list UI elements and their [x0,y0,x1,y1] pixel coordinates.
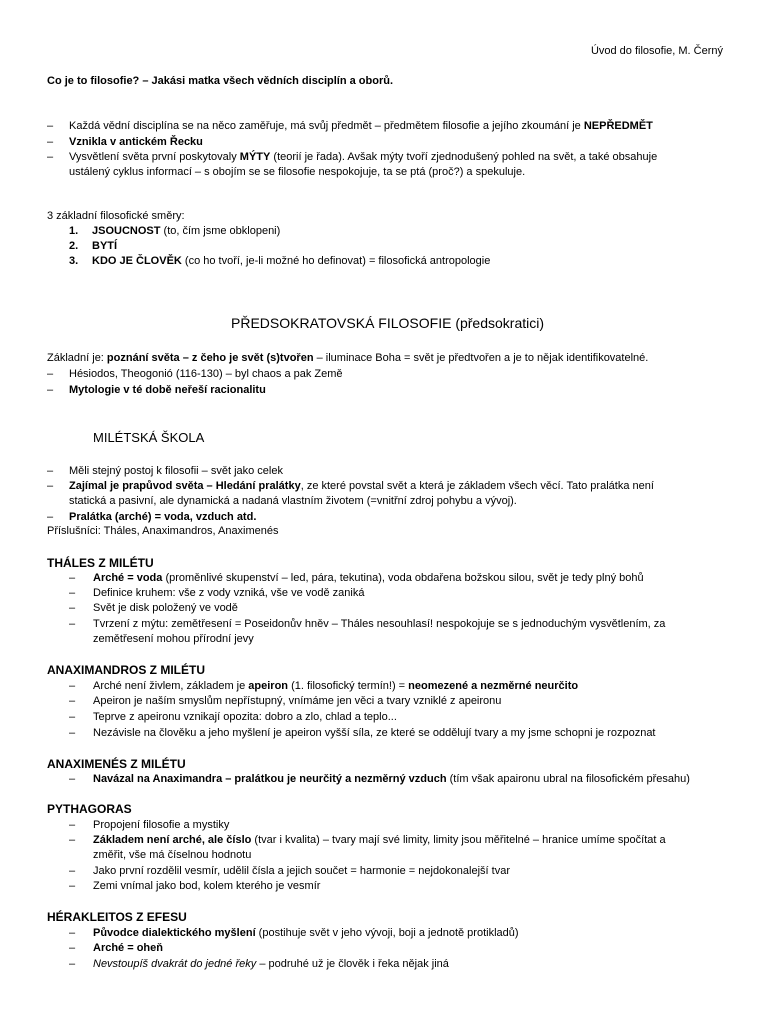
item-rest: (co ho tvoří, je-li možné ho definovat) = filosofická antropologie [181,255,491,267]
bullet-item: Tvrzení z mýtu: zemětřesení = Poseidonův hněv – Tháles nesouhlasí! nespokojuje se s jednoduchým vysvětlením, za [93,618,666,630]
bullet-item [93,772,690,787]
basis-pre: Základní je: [47,352,107,364]
bullet-dash: – [69,602,76,614]
intro-question: Co je to filosofie? [47,75,140,87]
bullet-text: – podruhé už je člověk i řeka nějak jiná [256,958,449,970]
bullet-text: (teorií je řada). Avšak mýty tvoří zjednodušený pohled na svět, a také obsahuje [270,151,658,163]
bullet-item [93,679,578,694]
section-title: PŘEDSOKRATOVSKÁ FILOSOFIE (předsokratici) [231,315,545,331]
item-number: 3. [69,255,79,267]
bullet-dash: – [47,465,54,477]
bullet-dash: – [69,865,76,877]
bullet-dash: – [69,942,76,954]
intro-line [47,74,393,89]
bullet-dash: – [69,711,76,723]
bullet-bold: Navázal na Anaximandra – pralátkou je neurčitý a nezměrný vzduch [93,773,447,785]
bullet-bold: MÝTY [239,151,271,163]
bullet-item [93,957,449,972]
bullet-dash: – [47,120,54,132]
bullet-dash: – [69,695,76,707]
bullet-bold: Arché = oheň [93,942,163,954]
bullet-text: (tvar i kvalita) – tvary mají své limity, limity jsou měřitelné – hranice umíme spočítat a [251,834,666,846]
bullet-item: Jako první rozdělil vesmír, udělil čísla a jejich součet = harmonie = nejdokonalejší tvar [93,865,510,877]
philosopher-heading: THÁLES Z MILÉTU [47,556,154,570]
bullet-item: Teprve z apeironu vznikají opozita: dobro a zlo, chlad a teplo... [93,711,397,723]
bullet-text: , ze které povstal svět a která je základem všech věcí. Tato pralátka není [300,480,654,492]
basis-post: – iluminace Boha = svět je předtvořen a je to nějak identifikovatelné. [313,352,649,364]
bullet-item: Měli stejný postoj k filosofii – svět jako celek [69,465,283,477]
bullet-text: Vysvětlení světa první poskytovaly [69,151,240,163]
bullet-dash: – [47,384,54,396]
bullet-bold: neomezené a nezměrné neurčito [408,680,579,692]
bullet-bold: Původce dialektického myšlení [93,927,256,939]
item-bold: JSOUCNOST [92,225,161,237]
item-rest: (to, čím jsme obklopeni) [160,225,281,237]
bullet-dash: – [47,368,54,380]
bullet-dash: – [69,958,76,970]
bullet-bold: Pralátka (arché) = voda, vzduch atd. [69,511,257,523]
philosopher-heading: PYTHAGORAS [47,802,132,816]
bullet-continuation: ustálený cyklus informací – s obojím se se filosofie nespokojuje, ta se ptá (proč?) a spekuluje. [69,166,526,178]
numbered-item [69,224,78,239]
bullet-text: (1. filosofický termín!) = [288,680,409,692]
directions-label: 3 základní filosofické směry: [47,210,185,222]
bullet-item [69,150,657,165]
bullet-dash: – [69,834,76,846]
numbered-item [69,254,78,269]
bullet-item: Apeiron je naším smyslům nepřístupný, vnímáme jen věci a tvary vzniklé z apeironu [93,695,502,707]
subsection-title: MILÉTSKÁ ŠKOLA [93,430,205,445]
bullet-item [69,383,266,398]
item-bold: BYTÍ [92,240,118,252]
item-number: 1. [69,225,79,237]
bullet-dash: – [47,151,54,163]
bullet-item: Propojení filosofie a mystiky [93,819,230,831]
bullet-item: Hésiodos, Theogonió (116-130) – byl chaos a pak Země [69,368,343,380]
basis-line [47,351,648,366]
bullet-item [69,135,203,150]
bullet-item [69,479,654,494]
bullet-bold: Vznikla v antickém Řecku [69,136,203,148]
philosopher-heading: HÉRAKLEITOS Z EFESU [47,910,187,924]
bullet-text: (tím však apaironu ubral na filosofickém přesahu) [446,773,690,785]
bullet-item: Nezávisle na člověku a jeho myšlení je apeiron vyšší síla, ze které se oddělují tvary a my jsme schopni je rozpoznat [93,727,656,739]
basis-bold: poznání světa – z čeho je svět (s)tvořen [106,352,314,364]
bullet-item [69,510,256,525]
intro-rest: – Jakási matka všech vědních disciplín a oborů. [139,75,393,87]
bullet-bold: NEPŘEDMĚT [583,120,653,132]
item-number: 2. [69,240,79,252]
bullet-dash: – [47,480,54,492]
bullet-bold: Základem není arché, ale číslo [93,834,252,846]
bullet-item [93,571,644,586]
bullet-dash: – [69,587,76,599]
bullet-bold: apeiron [248,680,289,692]
bullet-item [93,926,519,941]
bullet-item [69,119,653,134]
bullet-dash: – [69,773,76,785]
bullet-item [93,941,163,956]
bullet-continuation: statická a pasivní, ale dynamická a nadaná vlastním životem (=vnitřní zdroj pohybu a vývoj). [69,495,517,507]
numbered-item-text [92,224,280,239]
bullet-item [93,833,666,848]
bullet-dash: – [47,511,54,523]
bullet-item: Svět je disk položený ve vodě [93,602,238,614]
bullet-text: (postihuje svět v jeho vývoji, boji a jednotě protikladů) [255,927,519,939]
bullet-dash: – [69,680,76,692]
bullet-dash: – [69,819,76,831]
members-line: Příslušníci: Tháles, Anaximandros, Anaximenés [47,525,279,537]
bullet-text: Každá vědní disciplína se na něco zaměřuje, má svůj předmět – předmětem filosofie a jejího zkoumání je [69,120,584,132]
bullet-item: Definice kruhem: vše z vody vzniká, vše ve vodě zaniká [93,587,365,599]
bullet-dash: – [69,880,76,892]
bullet-dash: – [69,572,76,584]
bullet-bold: Mytologie v té době neřeší racionalitu [69,384,266,396]
numbered-item-text [92,254,490,269]
bullet-dash: – [69,927,76,939]
bullet-item: Zemi vnímal jako bod, kolem kterého je vesmír [93,880,321,892]
bullet-continuation: zemětřesení mohou přírodní jevy [93,633,254,645]
bullet-dash: – [69,727,76,739]
item-bold: KDO JE ČLOVĚK [92,255,182,267]
bullet-continuation: změřit, vše má číselnou hodnotu [93,849,252,861]
numbered-item-text [92,239,117,254]
numbered-item [69,239,78,254]
document-header: Úvod do filosofie, M. Černý [590,45,723,57]
bullet-dash: – [69,618,76,630]
philosopher-heading: ANAXIMENÉS Z MILÉTU [47,757,186,771]
bullet-bold: Arché = voda [93,572,163,584]
philosopher-heading: ANAXIMANDROS Z MILÉTU [47,663,205,677]
bullet-text: (proměnlivé skupenství – led, pára, tekutina), voda obdařena božskou silou, svět je tedy plný bohů [162,572,644,584]
bullet-dash: – [47,136,54,148]
bullet-italic: Nevstoupíš dvakrát do jedné řeky [93,958,257,970]
bullet-text: Arché není živlem, základem je [93,680,249,692]
bullet-bold: Zajímal je prapůvod světa – Hledání pralátky [69,480,301,492]
